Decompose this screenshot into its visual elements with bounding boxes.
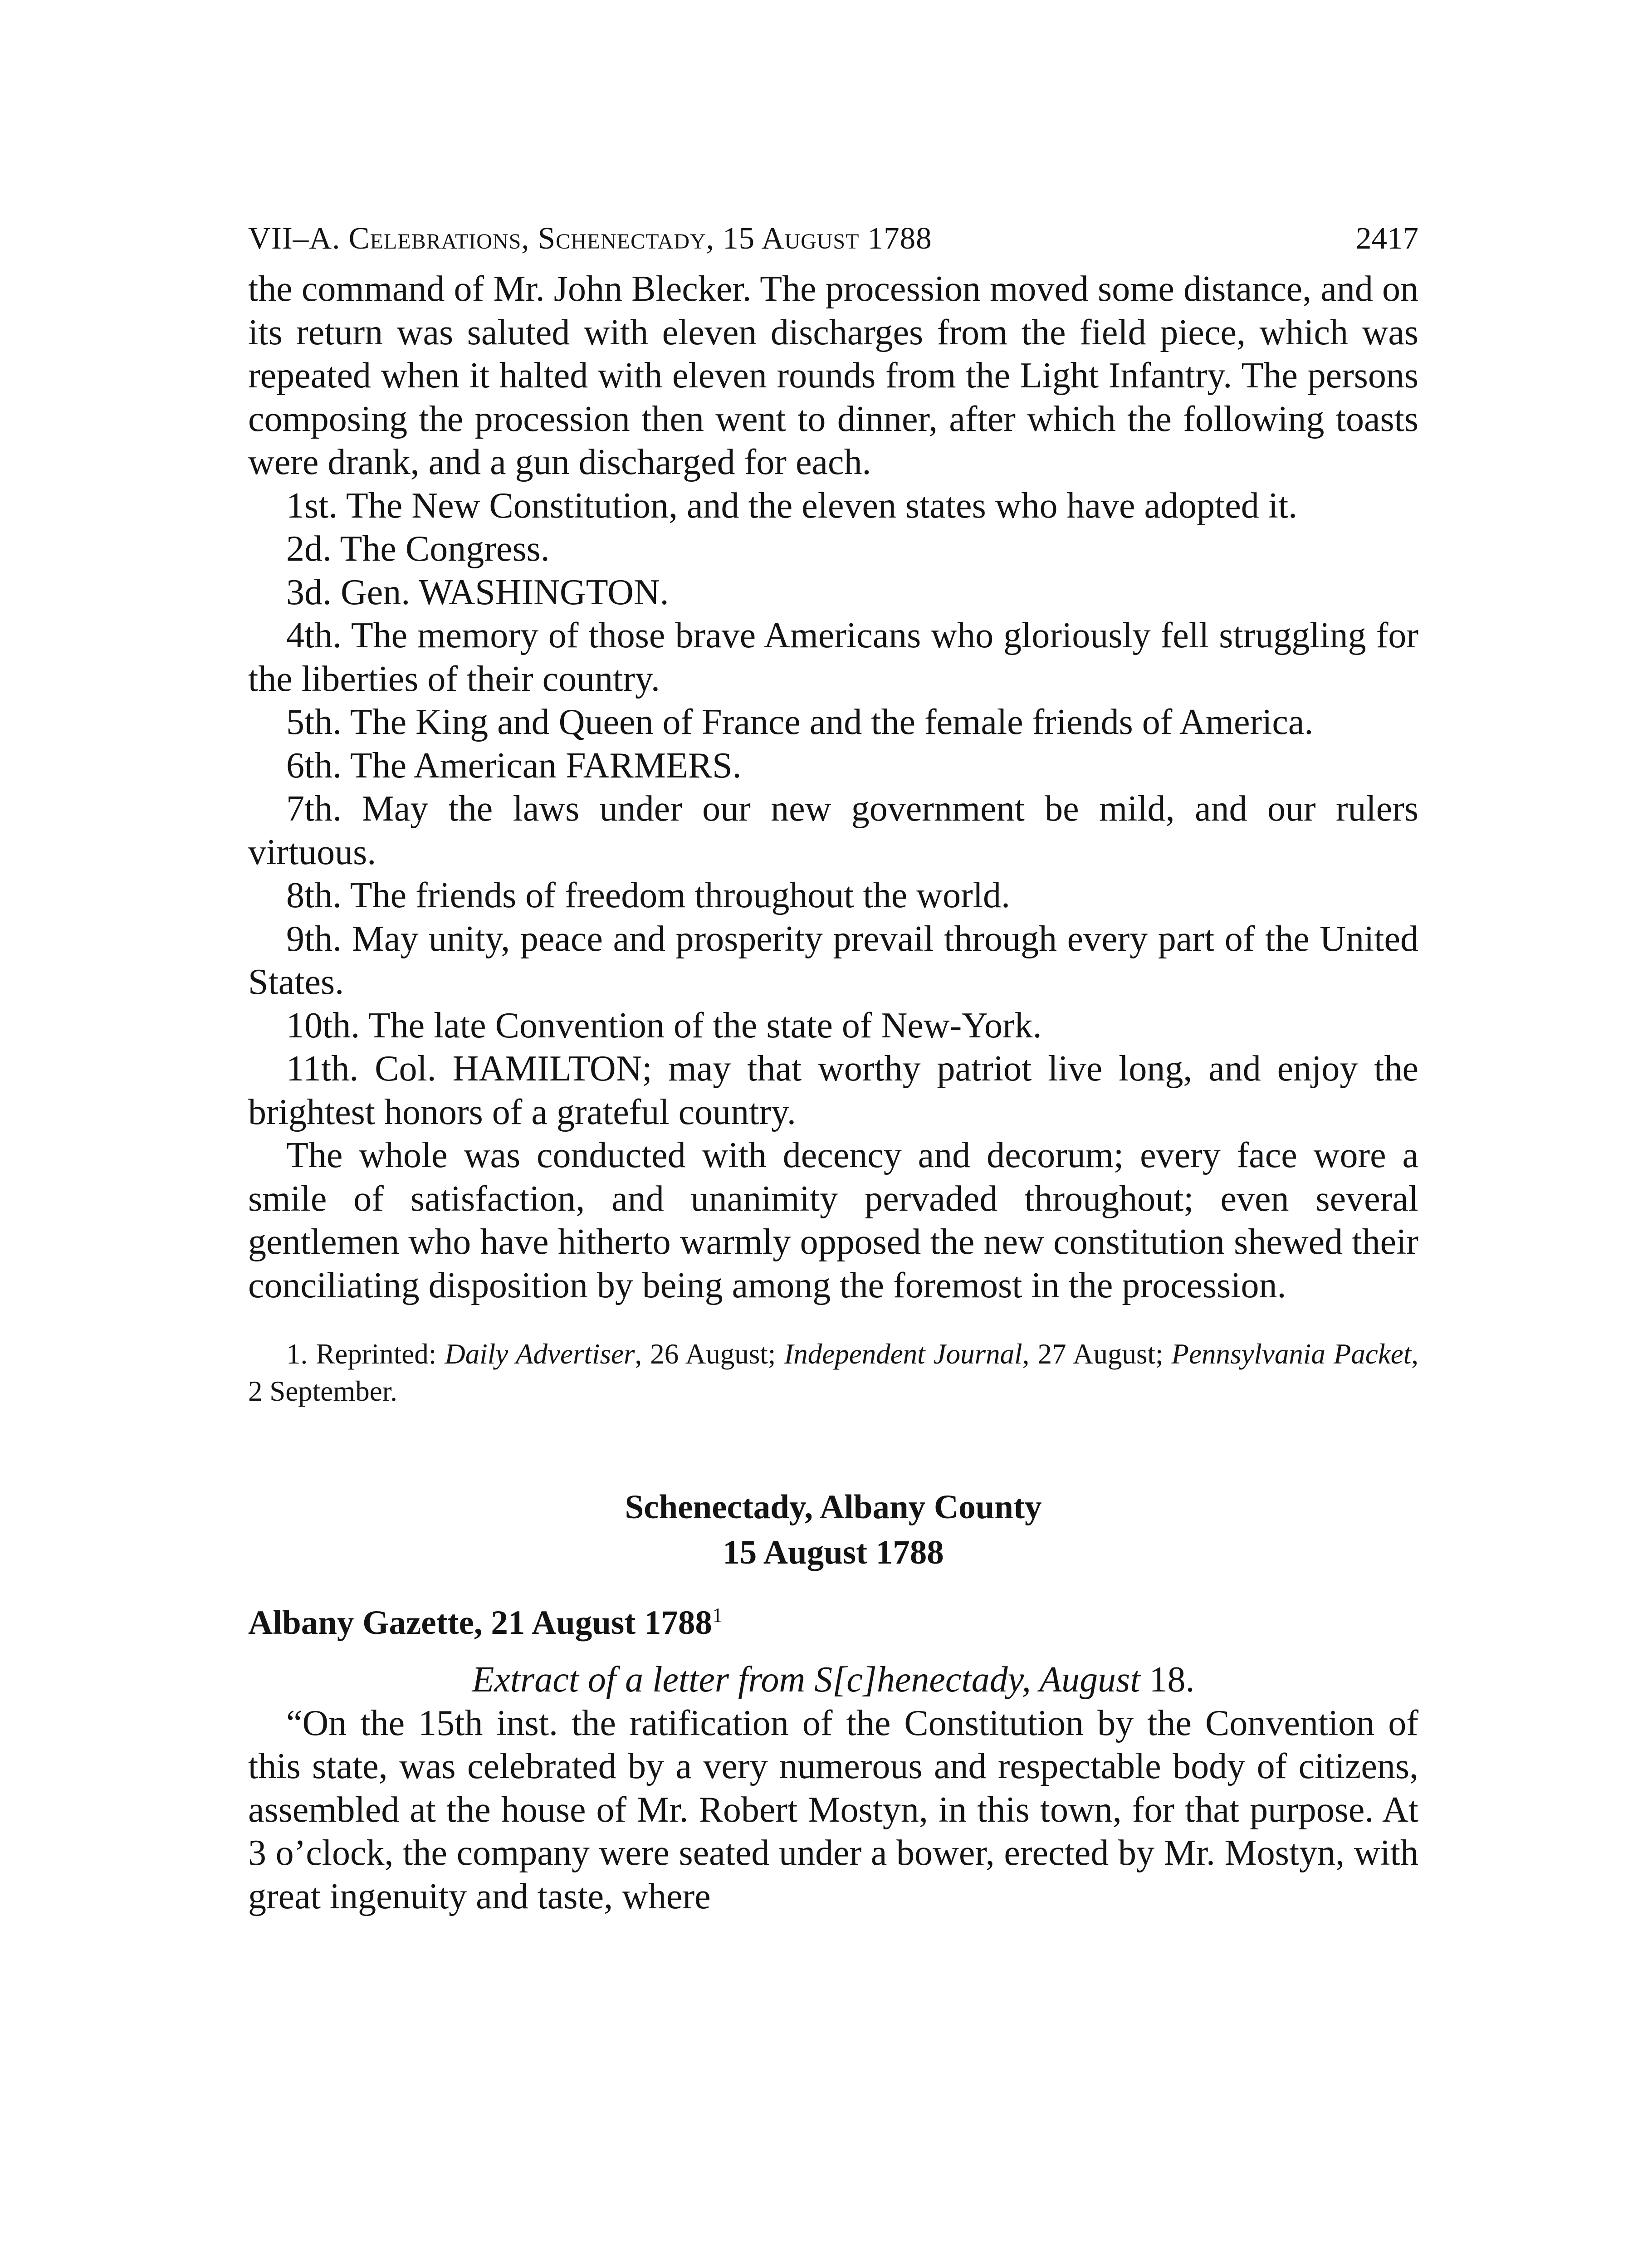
toast-8: 8th. The friends of freedom throughout the world. [286,875,1010,915]
toast-2: 2d. The Congress. [286,529,550,569]
section-place: Schenectady, Albany County [625,1488,1042,1526]
extract-line [248,1658,1418,1702]
document-heading [248,1600,1418,1646]
footnote-number: 1. [286,1338,308,1370]
toast-7: 7th. May the laws under our new government be mild, and our rulers virtuous. [248,789,1418,872]
footnote-1: 1. Reprinted: Daily Advertiser, 26 August; Independent Journal, 27 August; Pennsylvania Packet, 2 September. [248,1338,1419,1407]
footnote-date: 2 September. [248,1375,397,1407]
toast-3: 3d. Gen. WASHINGTON. [286,572,669,612]
footnote-prefix: Reprinted: [316,1338,437,1370]
section-heading [248,1485,1418,1575]
toast-4: 4th. The memory of those brave Americans who gloriously fell struggling for the liberties of their country. [248,616,1418,699]
document-text [248,1702,1418,1919]
continuation-paragraph: the command of Mr. John Blecker. The procession moved some distance, and on its return was saluted with eleven discharges from the field piece, which was repeated when it halted with eleven rounds from the Light Infantry. The persons composing the procession then went to dinner, after which the following toasts were drank, and a gun discharged for each. [248,269,1418,482]
extract-roman: 18. [1140,1660,1195,1700]
footnote-paper: Pennsylvania Packet [1171,1338,1412,1370]
section-date: 15 August 1788 [723,1534,944,1571]
running-head [248,218,1418,268]
footnote-paper: Independent Journal [784,1338,1022,1370]
toast-1: 1st. The New Constitution, and the eleven states who have adopted it. [286,485,1298,526]
document-page [248,218,1418,1918]
toast-10: 10th. The late Convention of the state of New-York. [286,1005,1042,1046]
footnote-date: 27 August [1037,1338,1155,1370]
running-title: VII–A. Celebrations, Schenectady, 15 August 1788 [248,221,932,255]
page-number: 2417 [1356,221,1418,255]
toast-9: 9th. May unity, peace and prosperity prevail through every part of the United States. [248,919,1418,1002]
note-reference: 1 [712,1603,723,1627]
toast-5: 5th. The King and Queen of France and the female friends of America. [286,702,1314,742]
extract-italic: Extract of a letter from S[c]henectady, August [472,1660,1140,1700]
footnote-paper: Daily Advertiser [445,1338,635,1370]
document-paragraph: “On the 15th inst. the ratification of the Constitution by the Convention of this state, was celebrated by a very numerous and respectable body of citizens, assembled at the house of Mr. Robert Mostyn, in this town, for that purpose. At 3 o’clock, the company were seated under a bower, erected by Mr. Mostyn, with great ingenuity and taste, where [248,1703,1418,1916]
footnotes [248,1335,1418,1410]
footnote-date: 26 August [650,1338,768,1370]
toast-11: 11th. Col. HAMILTON; may that worthy patriot live long, and enjoy the brightest honors of a grateful country. [248,1049,1418,1132]
closing-paragraph: The whole was conducted with decency and decorum; every face wore a smile of satisfaction, and unanimity pervaded throughout; even several gentlemen who have hitherto warmly opposed the new constitution shewed their conciliating disposition by being among the foremost in the procession. [248,1135,1418,1305]
continuation-text [248,268,1418,1307]
toast-6: 6th. The American FARMERS. [286,745,742,786]
document-title: Albany Gazette, 21 August 1788 [248,1604,712,1642]
